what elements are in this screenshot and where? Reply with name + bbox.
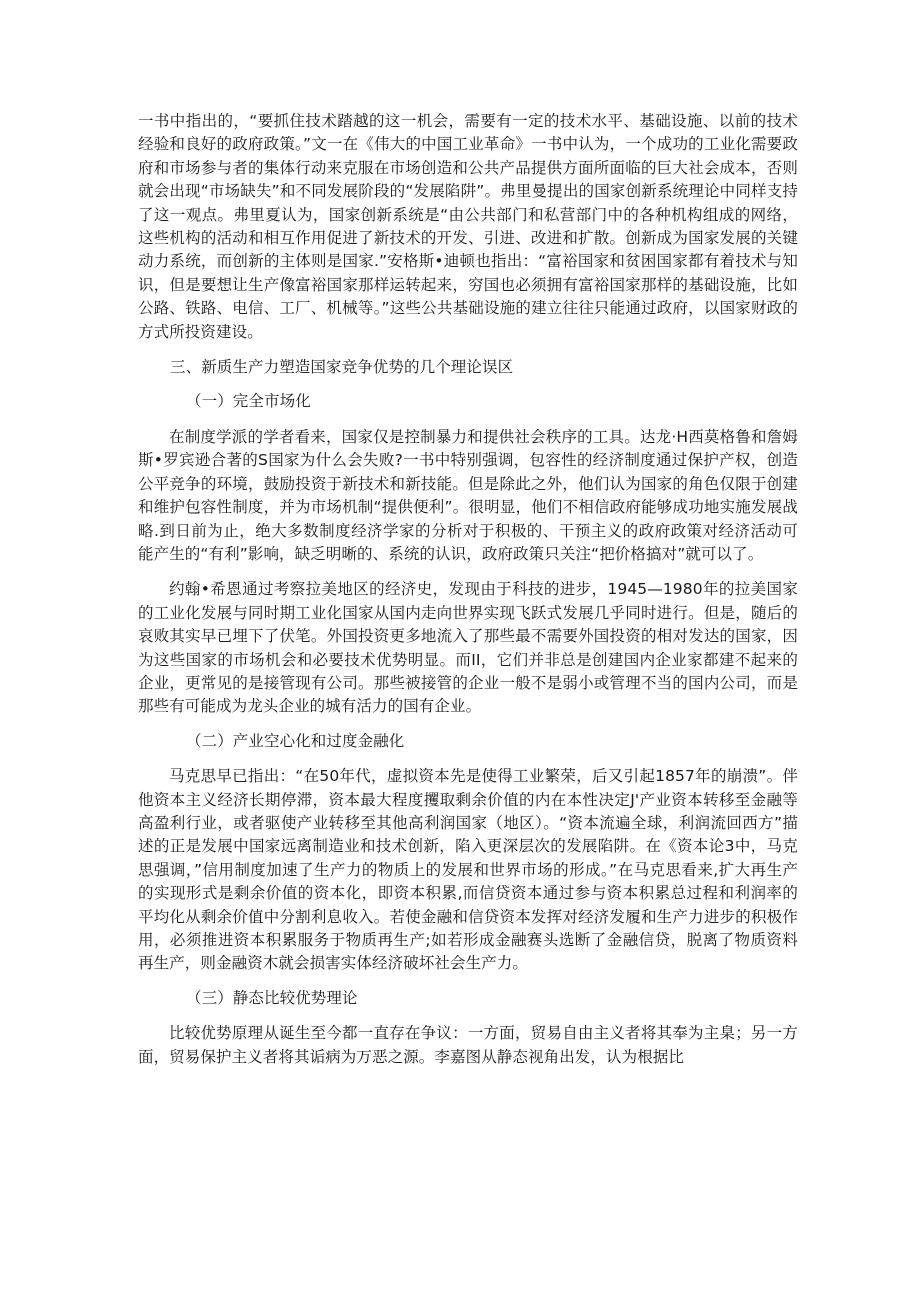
paragraph-intro-continuation: 一书中指出的，“要抓住技术踏越的这一机会，需要有一定的技术水平、基础设施、以前的技术经验和良好的政府政策。”文一在《伟大的中国工业革命》一书中认为，一个成功的工业化需要政府和市场参与者的集体行动来克服在市场创造和公共产品提供方面所面临的巨大社会成本，否则就会出现“市场缺失”和不同发展阶段的“发展陷阱”。弗里曼提出的国家创新系统理论中同样支持了这一观点。弗里夏认为，国家创新系统是“由公共部门和私营部门中的各种机构组成的网络，这些机构的活动和相互作用促进了新技术的开发、引进、改进和扩散。创新成为国家发展的关键动力系统，而创新的主体则是国家.”安格斯•迪顿也指出：“富裕国家和贫困国家都有着技术与知识，但是要想让生产像富裕国家那样运转起来，穷国也必须拥有富裕国家那样的基础设施，比如公路、铁路、电信、工厂、机械等。”这些公共基础设施的建立往往只能通过政府，以国家财政的方式所投资建设。 [138, 112, 798, 341]
subsection-heading-2: （二）产业空心化和过度金融化 [186, 731, 405, 750]
document-page [138, 110, 798, 1069]
paragraph-institutional-school: 在制度学派的学者看来，国家仅是控制暴力和提供社会秩序的工具。达龙·H西莫格鲁和詹姆斯•罗宾逊合著的S国家为什么会失败?一书中特别强调，包容性的经济制度通过保护产权，创造公平竞争的环境，鼓励投资于新技术和新技能。但是除此之外，他们认为国家的角色仅限于创建和维护包容性制度，并为市场机制“提供便利”。很明显，他们不相信政府能够成功地实施发展战略.到日前为止，绝大多数制度经济学家的分析对于积极的、干预主义的政府政策对经济活动可能产生的“有利”影响，缺乏明晰的、系统的认识，政府政策只关注“把价格搞对”就可以了。 [138, 427, 798, 563]
subsection-heading-3: （三）静态比较优势理论 [186, 988, 358, 1007]
paragraph-comparative-advantage: 比较优势原理从诞生至今都一直存在争议：一方面，贸易自由主义者将其奉为主臬；另一方面，贸易保护主义者将其诟病为万恶之源。李嘉图从静态视角出发，认为根据比 [138, 1024, 798, 1066]
paragraph-marx-finance: 马克思早已指出：“在50年代，虚拟资本先是使得工业繁荣，后又引起1857年的崩溃”。伴他资本主义经济长期停滞，资本最大程度攫取剩余价值的内在本性决定J'产业资本转移至金融等高盈利行业，或者驱使产业转移至其他高利润国家（地区）。“资本流遍全球，利润流回西方”描述的正是发展中国家远离制造业和技术创新，陷入更深层次的发展陷阱。在《资本论3中，马克思强调，”信用制度加速了生产力的物质上的发展和世界市场的形成。”在马克思看来,扩大再生产的实现形式是剩余价值的资本化，即资本积累,而信贷资本通过参与资本积累总过程和利润率的平均化从剩余价值中分割利息收入。若使金融和信贷资本发挥对经济发履和生产力进步的积极作用，必须推进资本积累服务于物质再生产;如若形成金融赛头选断了金融信贷，脱离了物质资料再生产，则金融资木就会损害实体经济破坏社会生产力。 [138, 767, 798, 973]
subsection-heading-1: （一）完全市场化 [186, 392, 311, 411]
paragraph-latin-america: 约翰•希恩通过考察拉美地区的经济史，发现由于科技的进步，1945—1980年的拉美国家的工业化发展与同时期工业化国家从国内走向世界实现飞跃式发展几乎同时进行。但是，随后的哀败其实早已埋下了伏笔。外国投资更多地流入了那些最不需要外国投资的相对发达的国家，因为这些国家的市场机会和必要技术优势明显。而II，它们并非总是创建国内企业家都建不起来的企业，更常见的是接管现有公司。那些被接管的企业一般不是弱小或管理不当的国内公司，而是那些有可能成为龙头企业的城有活力的国有企业。 [138, 580, 798, 716]
section-heading-3: 三、新质生产力塑造国家竞争优势的几个理论误区 [170, 358, 514, 377]
